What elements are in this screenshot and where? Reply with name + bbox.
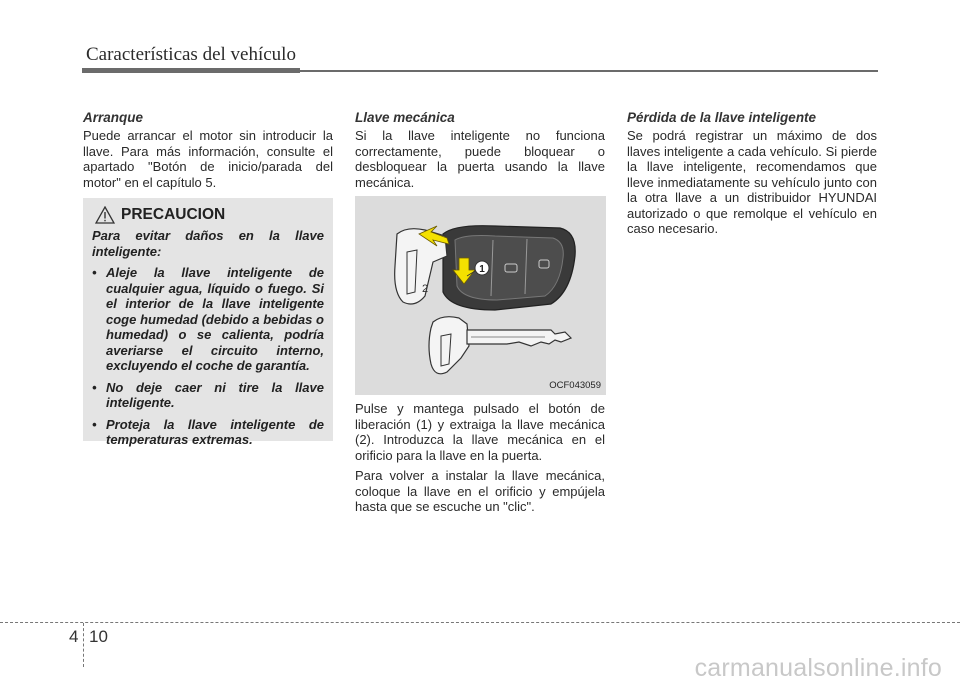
callout-1-label: 1 [479, 264, 485, 275]
bullet-icon: • [92, 416, 97, 432]
llave-body-2: Pulse y mantega pulsado el botón de liberación (1) y extraiga la llave mecánica (2). Introduzca la llave mecánica en el orificio para la llave en la puerta. [355, 401, 605, 463]
column-middle-lower [355, 401, 605, 515]
caution-header [95, 206, 324, 224]
perdida-heading: Pérdida de la llave inteligente [627, 110, 817, 125]
header-rule-thin [300, 70, 878, 72]
smart-key-illustration [355, 196, 606, 395]
perdida-body: Se podrá registrar un máximo de dos llaves inteligente a cada vehículo. Si pierde la llave inteligente, recomendamos que lleve inmediatamente su vehículo junto con la otra llave a un distribuidor HYUNDAI autorizado o que remolque el vehículo en caso necesario. [627, 128, 877, 236]
watermark: carmanualsonline.info [694, 654, 942, 682]
llave-body-3: Para volver a instalar la llave mecánica, coloque la llave en el orificio y empújela hasta que se escuche un "clic". [355, 468, 605, 514]
column-right [627, 110, 877, 237]
bullet-icon: • [92, 265, 97, 280]
warning-triangle-icon [95, 206, 115, 224]
bullet-icon: • [92, 379, 97, 395]
caution-item [92, 417, 324, 448]
arranque-body: Puede arrancar el motor sin introducir la llave. Para más información, consulte el apartado "Botón de inicio/parada del motor" en el capítulo 5. [83, 128, 333, 190]
caution-item [92, 380, 324, 411]
caution-intro: Para evitar daños en la llave inteligente: [92, 228, 324, 259]
arranque-heading: Arranque [83, 110, 144, 125]
caution-item-text: Aleje la llave inteligente de cualquier agua, líquido o fuego. Si el interior de la llave inteligente coge humedad (debido a bebidas o humedad) o se calienta, podría averiarse el circuito interno, excluyendo el coche de garantía. [106, 265, 324, 373]
llave-heading: Llave mecánica [355, 110, 455, 125]
caution-item [92, 265, 324, 374]
caution-item-text: Proteja la llave inteligente de temperaturas extremas. [106, 416, 324, 447]
caution-box [83, 198, 333, 447]
column-left [83, 110, 333, 190]
footer-divider [83, 623, 84, 667]
footer-rule [0, 622, 960, 623]
page-header-title: Características del vehículo [86, 44, 296, 65]
caution-item-text: No deje caer ni tire la llave inteligente. [106, 379, 324, 410]
callout-2-label: 2 [422, 283, 429, 295]
column-middle [355, 110, 605, 190]
page-number: 10 [89, 627, 108, 646]
header-rule-thick [82, 68, 300, 73]
chapter-number: 4 [69, 627, 79, 646]
smart-key-figure [355, 196, 606, 395]
llave-body-1: Si la llave inteligente no funciona correctamente, puede bloquear o desbloquear la puerta usando la llave mecánica. [355, 128, 605, 190]
caution-title: PRECAUCION [121, 206, 226, 223]
figure-code: OCF043059 [549, 380, 601, 391]
